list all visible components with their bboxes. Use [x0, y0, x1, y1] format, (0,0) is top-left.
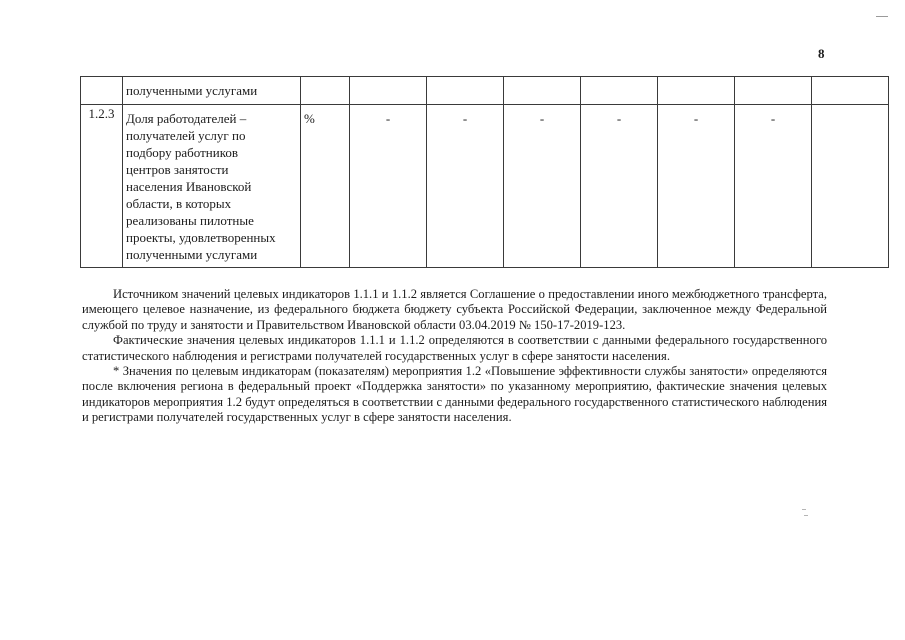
unit-cell	[301, 77, 350, 105]
value-cell	[581, 105, 658, 268]
value-dash: -	[770, 111, 776, 126]
paragraph-source: Источником значений целевых индикаторов 1.1.1 и 1.1.2 является Соглашение о предоставлении иного межбюджетного трансферта, имеющего целевое назначение, из федерального бюджета бюджету субъекта Российской Федерации, заключенное между Федеральной службой по труду и занятости и Правительством Ивановской области 03.04.2019 № 150-17-2019-123.	[82, 287, 827, 332]
indicator-name-cell	[123, 105, 301, 268]
indicator-name-line: реализованы пилотные	[126, 213, 254, 228]
value-cell	[504, 77, 581, 105]
value-cell	[427, 77, 504, 105]
value-dash: -	[539, 111, 545, 126]
paragraph-footnote: * Значения по целевым индикаторам (показателям) мероприятия 1.2 «Повышение эффективности службы занятости» определяются после включения региона в федеральный проект «Поддержка занятости» по указанному мероприятию, фактические значения целевых индикаторов мероприятия 1.2 будут определяться в соответствии с данными федерального государственного статистического наблюдения и регистрами получателей государственных услуг в сфере занятости населения.	[82, 364, 827, 425]
value-cell	[812, 105, 889, 268]
row-number-cell	[81, 77, 123, 105]
indicator-name-line: области, в которых	[126, 196, 232, 211]
value-cell	[658, 77, 735, 105]
indicator-name-line: Доля работодателей –	[126, 111, 247, 126]
value-cell	[350, 77, 427, 105]
indicator-name-cell	[123, 77, 301, 105]
scan-corner-mark	[876, 16, 888, 17]
page-number: 8	[818, 46, 825, 61]
value-dash: -	[616, 111, 622, 126]
row-number-cell: 1.2.3	[81, 105, 123, 268]
table-row	[81, 105, 889, 268]
unit-cell: %	[301, 105, 350, 268]
value-cell	[812, 77, 889, 105]
value-cell	[581, 77, 658, 105]
value-cell	[504, 105, 581, 268]
indicator-name: полученными услугами	[126, 83, 258, 98]
indicators-table	[80, 76, 889, 268]
value-dash: -	[462, 111, 468, 126]
indicator-name-line: полученными услугами	[126, 247, 258, 262]
paragraph-actual-values: Фактические значения целевых индикаторов 1.1.1 и 1.1.2 определяются в соответствии с данными федерального государственного статистического наблюдения и регистрами получателей государственных услуг в сфере занятости населения.	[82, 333, 827, 363]
indicator-name-line: получателей услуг по	[126, 128, 246, 143]
body-text	[82, 287, 827, 426]
value-cell	[735, 105, 812, 268]
indicator-name-line: населения Ивановской	[126, 179, 252, 194]
indicator-name-line: подбору работников	[126, 145, 238, 160]
value-cell	[735, 77, 812, 105]
table-row	[81, 77, 889, 105]
scan-speck	[802, 509, 806, 510]
value-cell	[350, 105, 427, 268]
value-cell	[427, 105, 504, 268]
indicator-name-line: проекты, удовлетворенных	[126, 230, 276, 245]
indicator-name-line: центров занятости	[126, 162, 229, 177]
scan-speck	[804, 515, 808, 516]
value-dash: -	[385, 111, 391, 126]
value-cell	[658, 105, 735, 268]
value-dash: -	[693, 111, 699, 126]
